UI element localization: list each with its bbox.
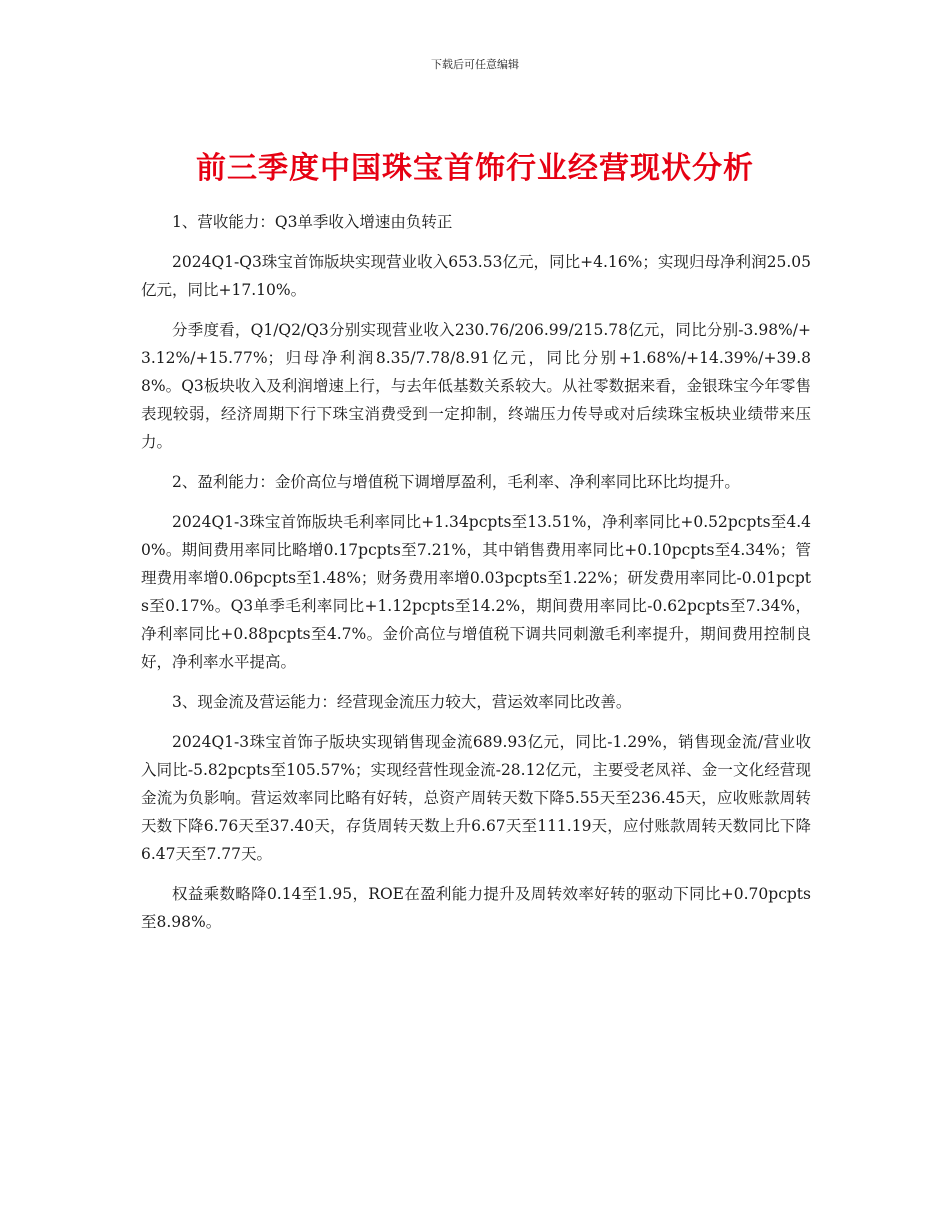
section-heading-revenue: 1、营收能力：Q3单季收入增速由负转正 — [172, 213, 453, 231]
paragraph-revenue-summary: 2024Q1-Q3珠宝首饰版块实现营业收入653.53亿元，同比+4.16%；实现归母净利润25.05亿元，同比+17.10%。 — [141, 253, 811, 299]
section-heading-cashflow: 3、现金流及营运能力：经营现金流压力较大，营运效率同比改善。 — [172, 693, 632, 711]
paragraph-cashflow-detail: 2024Q1-3珠宝首饰子版块实现销售现金流689.93亿元，同比-1.29%，销售现金流/营业收入同比-5.82pcpts至105.57%；实现经营性现金流-28.12亿元，主要受老凤祥、金一文化经营现金流为负影响。营运效率同比略有好转，总资产周转天数下降5.55天至236.45天，应收账款周转天数下降6.76天至37.40天，存货周转天数上升6.67天至111.19天，应付账款周转天数同比下降6.47天至7.77天。 — [141, 733, 811, 863]
paragraph-quarterly-breakdown: 分季度看，Q1/Q2/Q3分别实现营业收入230.76/206.99/215.78亿元，同比分别-3.98%/+3.12%/+15.77%；归母净利润8.35/7.78/8.91亿元，同比分别+1.68%/+14.39%/+39.88%。Q3板块收入及利润增速上行，与去年低基数关系较大。从社零数据来看，金银珠宝今年零售表现较弱，经济周期下行下珠宝消费受到一定抑制，终端压力传导或对后续珠宝板块业绩带来压力。 — [141, 321, 811, 451]
section-heading-profitability: 2、盈利能力：金价高位与增值税下调增厚盈利，毛利率、净利率同比环比均提升。 — [172, 473, 740, 491]
paragraph-profitability-detail: 2024Q1-3珠宝首饰版块毛利率同比+1.34pcpts至13.51%，净利率同比+0.52pcpts至4.40%。期间费用率同比略增0.17pcpts至7.21%，其中销售费用率同比+0.10pcpts至4.34%；管理费用率增0.06pcpts至1.48%；财务费用率增0.03pcpts至1.22%；研发费用率同比-0.01pcpts至0.17%。Q3单季毛利率同比+1.12pcpts至14.2%，期间费用率同比-0.62pcpts至7.34%，净利率同比+0.88pcpts至4.7%。金价高位与增值税下调共同刺激毛利率提升，期间费用控制良好，净利率水平提高。 — [141, 513, 811, 671]
header-note: 下载后可任意编辑 — [431, 58, 519, 71]
article-body — [141, 208, 811, 948]
page-title: 前三季度中国珠宝首饰行业经营现状分析 — [196, 151, 754, 186]
paragraph-roe: 权益乘数略降0.14至1.95，ROE在盈利能力提升及周转效率好转的驱动下同比+0.70pcpts至8.98%。 — [141, 885, 811, 931]
